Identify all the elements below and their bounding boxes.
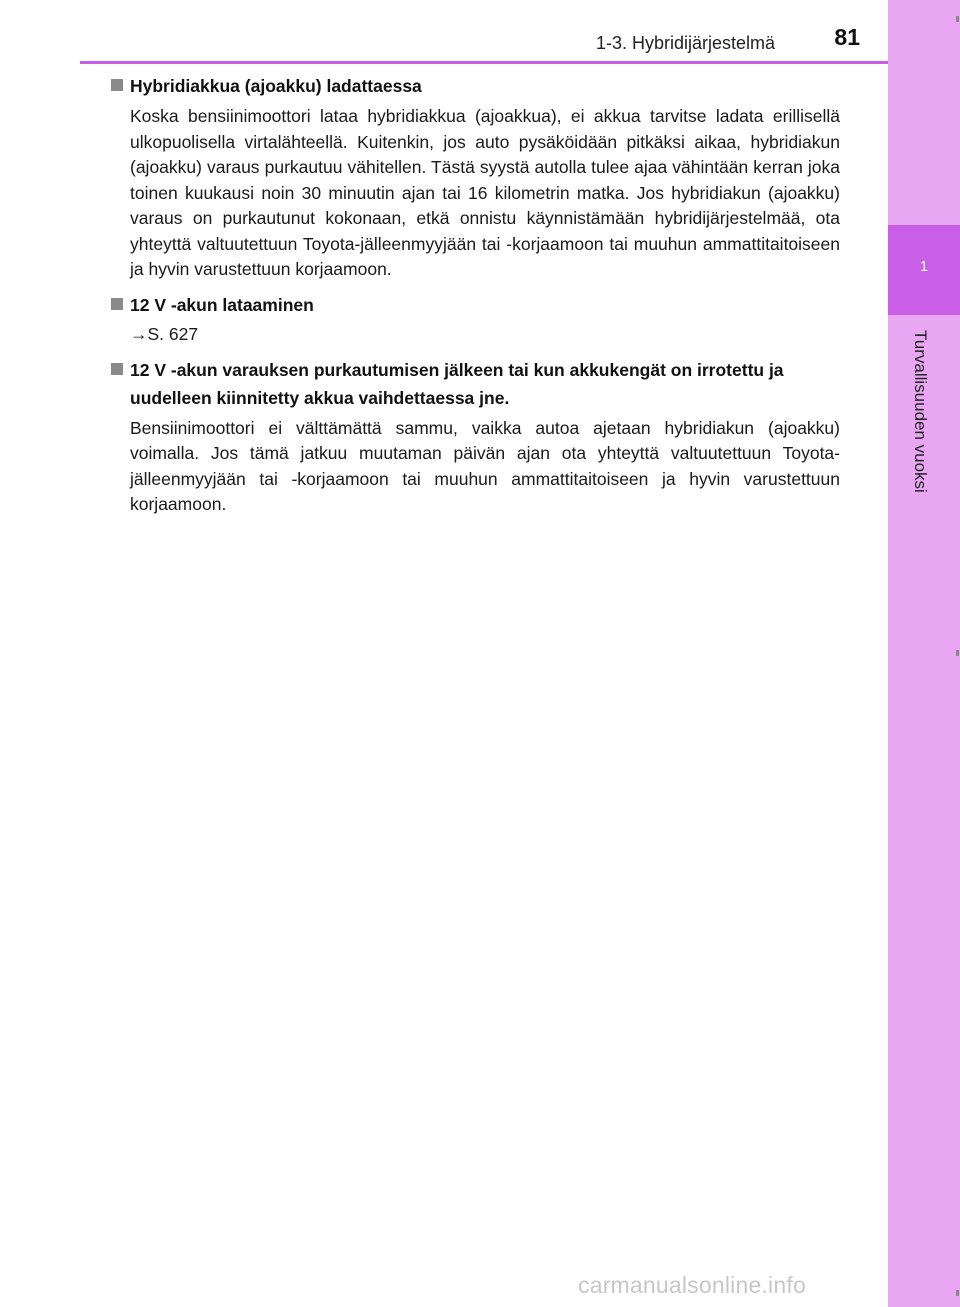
section-heading (110, 356, 840, 412)
chapter-sidebar (888, 0, 960, 1307)
section-body: Bensiinimoottori ei välttämättä sammu, vaikka autoa ajetaan hybridiakun (ajoakku) voimalla. Jos tämä jatkuu muutaman päivän ajan ota yhteyttä valtuutettuun Toyota-jälleenmyyjään tai -korjaamoon tai muuhun ammattitaitoiseen ja hyvin varustettuun korjaamoon. (130, 417, 840, 514)
section-heading (110, 72, 840, 100)
page-header (0, 0, 888, 62)
page-number: 81 (834, 24, 860, 50)
crop-mark (956, 1290, 959, 1296)
watermark: carmanualsonline.info (578, 1272, 806, 1298)
section-battery-charging (110, 72, 840, 283)
page-reference-link[interactable]: →S. 627 (130, 323, 199, 344)
section-heading-text: Hybridiakkua (ajoakku) ladattaessa (130, 76, 422, 96)
chapter-title: Turvallisuuden vuoksi (911, 330, 930, 493)
crop-mark (956, 16, 959, 22)
square-bullet-icon (111, 298, 123, 310)
section-12v-charging (110, 291, 840, 348)
section-body: Koska bensiinimoottori lataa hybridiakkua (ajoakkua), ei akkua tarvitse ladata erillisellä ulkopuolisella virtalähteellä. Kuitenkin, jos auto pysäköidään pitkäksi aikaa, hybridiakun (ajoakku) varaus purkautuu vähitellen. Tästä syystä autolla tulee ajaa vähintään kerran joka toinen kuukausi noin 30 minuutin ajan tai 16 kilometrin matka. Jos hybridiakun (ajoakku) varaus on purkautunut kokonaan, etkä onnistu käynnistämään hybridijärjestelmää, ota yhteyttä valtuutettuun Toyota-jälleenmyyjään tai -korjaamoon tai muuhun ammattitaitoiseen ja hyvin varustettuun korjaamoon. (130, 106, 840, 279)
header-rule (80, 61, 888, 64)
section-heading-text: 12 V -akun varauksen purkautumisen jälkeen tai kun akkukengät on irrotettu ja uudelleen kiinnitetty akkua vaihdettaessa jne. (130, 359, 784, 408)
page-content (110, 72, 840, 526)
chapter-number: 1 (919, 258, 929, 275)
section-heading-text: 12 V -akun lataaminen (130, 294, 314, 315)
section-12v-discharge (110, 356, 840, 518)
square-bullet-icon (111, 363, 123, 375)
section-title: 1-3. Hybridijärjestelmä (595, 33, 775, 53)
section-heading (110, 291, 840, 319)
crop-mark (956, 650, 959, 656)
square-bullet-icon (111, 79, 123, 91)
